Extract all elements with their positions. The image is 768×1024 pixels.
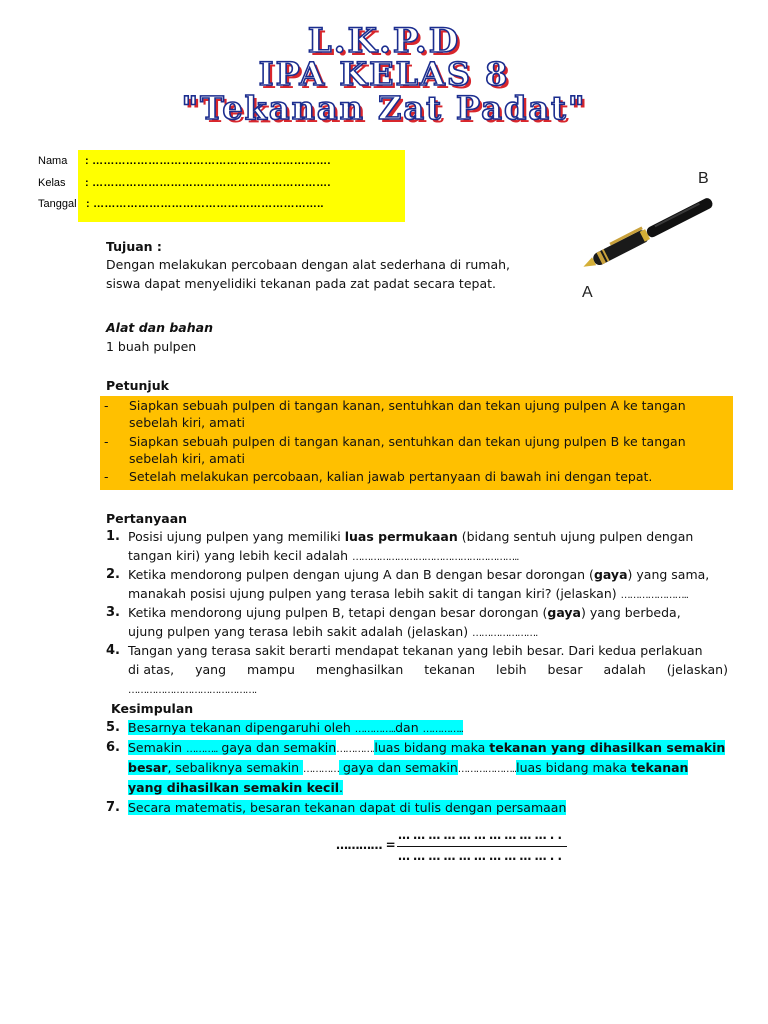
formula-fraction-line (397, 846, 567, 847)
q2-line-1: Ketika mendorong pulpen dengan ujung A dan B dengan besar dorongan (gaya) yang sama, (128, 567, 710, 582)
title-line-2: IPA KELAS 8 (258, 55, 510, 93)
tanggal-field[interactable]: : …………………………………………………….. (86, 198, 324, 210)
k6-line-1: Semakin ……….. gaya dan semakin………….luas bidang maka tekanan yang dihasilkan semakin (128, 740, 726, 755)
k7-number: 7. (106, 800, 120, 815)
alat-heading: Alat dan bahan (106, 320, 213, 335)
petunjuk-item-1-cont: sebelah kiri, amati (129, 415, 245, 430)
k6-line-3: yang dihasilkan semakin kecil. (128, 780, 344, 795)
petunjuk-item-1: - Siapkan sebuah pulpen di tangan kanan, sentuhkan dan tekan ujung pulpen A ke tangan (104, 398, 686, 413)
q4-line-3 (128, 680, 256, 701)
pen-label-a: A (582, 284, 593, 301)
k5-number: 5. (106, 720, 120, 735)
q2-number: 2. (106, 567, 120, 582)
title-line-1: L.K.P.D (307, 21, 461, 61)
tanggal-label: Tanggal (38, 198, 77, 210)
q4-line-2: di atas, yang mampu menghasilkan tekanan lebih besar adalah (jelaskan) (128, 662, 728, 677)
kelas-row (38, 177, 331, 189)
k5-blank-1[interactable]: ………….. (354, 724, 396, 735)
q4-answer-blank[interactable]: ……………………………………. (128, 685, 257, 696)
k5-line: Besarnya tekanan dipengaruhi oleh …………..dan ………….. (128, 720, 463, 735)
kesimpulan-heading: Kesimpulan (111, 701, 194, 716)
k6-blank-3[interactable]: ………… (303, 764, 339, 775)
tujuan-line-2: siswa dapat menyelidiki tekanan pada zat padat secara tepat. (106, 276, 496, 291)
nama-label: Nama (38, 155, 68, 167)
q4-line-1: Tangan yang terasa sakit berarti mendapat tekanan yang lebih besar. Dari kedua perlakuan (128, 643, 703, 658)
pertanyaan-heading: Pertanyaan (106, 511, 188, 526)
tanggal-row (38, 198, 324, 210)
q2-answer-blank[interactable]: ………………….. (620, 590, 688, 601)
q4-number: 4. (106, 643, 120, 658)
q3-line-2: ujung pulpen yang terasa lebih sakit adalah (jelaskan) …………………. (128, 624, 538, 639)
k6-line-2: besar, sebaliknya semakin ………… gaya dan semakin………………..luas bidang maka tekanan (128, 760, 689, 775)
k6-blank-2[interactable]: …………. (336, 744, 375, 755)
formula-result-blank[interactable]: ………… = (336, 838, 396, 852)
pen-image (570, 170, 730, 305)
formula-numerator-blank[interactable]: … … … … … … … … … … . . (398, 828, 562, 842)
kelas-field[interactable]: : ………………………………………………………. (85, 177, 331, 189)
tujuan-heading: Tujuan : (106, 239, 162, 254)
q2-line-2: manakah posisi ujung pulpen yang terasa lebih sakit di tangan kiri? (jelaskan) ………………….. (128, 586, 688, 601)
q3-answer-blank[interactable]: …………………. (472, 628, 538, 639)
k6-blank-4[interactable]: ……………….. (457, 764, 517, 775)
k6-number: 6. (106, 740, 120, 755)
k6-blank-1[interactable]: ……….. (186, 744, 218, 755)
petunjuk-item-2-cont: sebelah kiri, amati (129, 451, 245, 466)
nama-field[interactable]: : ………………………………………………………. (85, 155, 331, 167)
kelas-label: Kelas (38, 177, 66, 189)
petunjuk-item-3: - Setelah melakukan percobaan, kalian jawab pertanyaan di bawah ini dengan tepat. (104, 469, 653, 484)
q1-line-2: tangan kiri) yang lebih kecil adalah ……………………………………………….. (128, 548, 519, 563)
petunjuk-heading: Petunjuk (106, 378, 169, 393)
petunjuk-item-2: - Siapkan sebuah pulpen di tangan kanan, sentuhkan dan tekan ujung pulpen B ke tangan (104, 434, 686, 449)
k5-blank-2[interactable]: ………….. (422, 724, 463, 735)
pen-icon (570, 170, 730, 305)
title-line-3: "Tekanan Zat Padat" (181, 89, 587, 127)
pen-label-b: B (698, 170, 709, 187)
k7-line: Secara matematis, besaran tekanan dapat di tulis dengan persamaan (128, 800, 567, 815)
q3-number: 3. (106, 605, 120, 620)
alat-item: 1 buah pulpen (106, 339, 197, 354)
q1-line-1: Posisi ujung pulpen yang memiliki luas permukaan (bidang sentuh ujung pulpen dengan (128, 529, 694, 544)
q1-number: 1. (106, 529, 120, 544)
q1-answer-blank[interactable]: ……………………………………………….. (352, 552, 519, 563)
tujuan-line-1: Dengan melakukan percobaan dengan alat sederhana di rumah, (106, 257, 511, 272)
formula-denominator-blank[interactable]: … … … … … … … … … … . . (398, 849, 562, 863)
nama-row (38, 155, 331, 167)
q3-line-1: Ketika mendorong ujung pulpen B, tetapi dengan besar dorongan (gaya) yang berbeda, (128, 605, 681, 620)
